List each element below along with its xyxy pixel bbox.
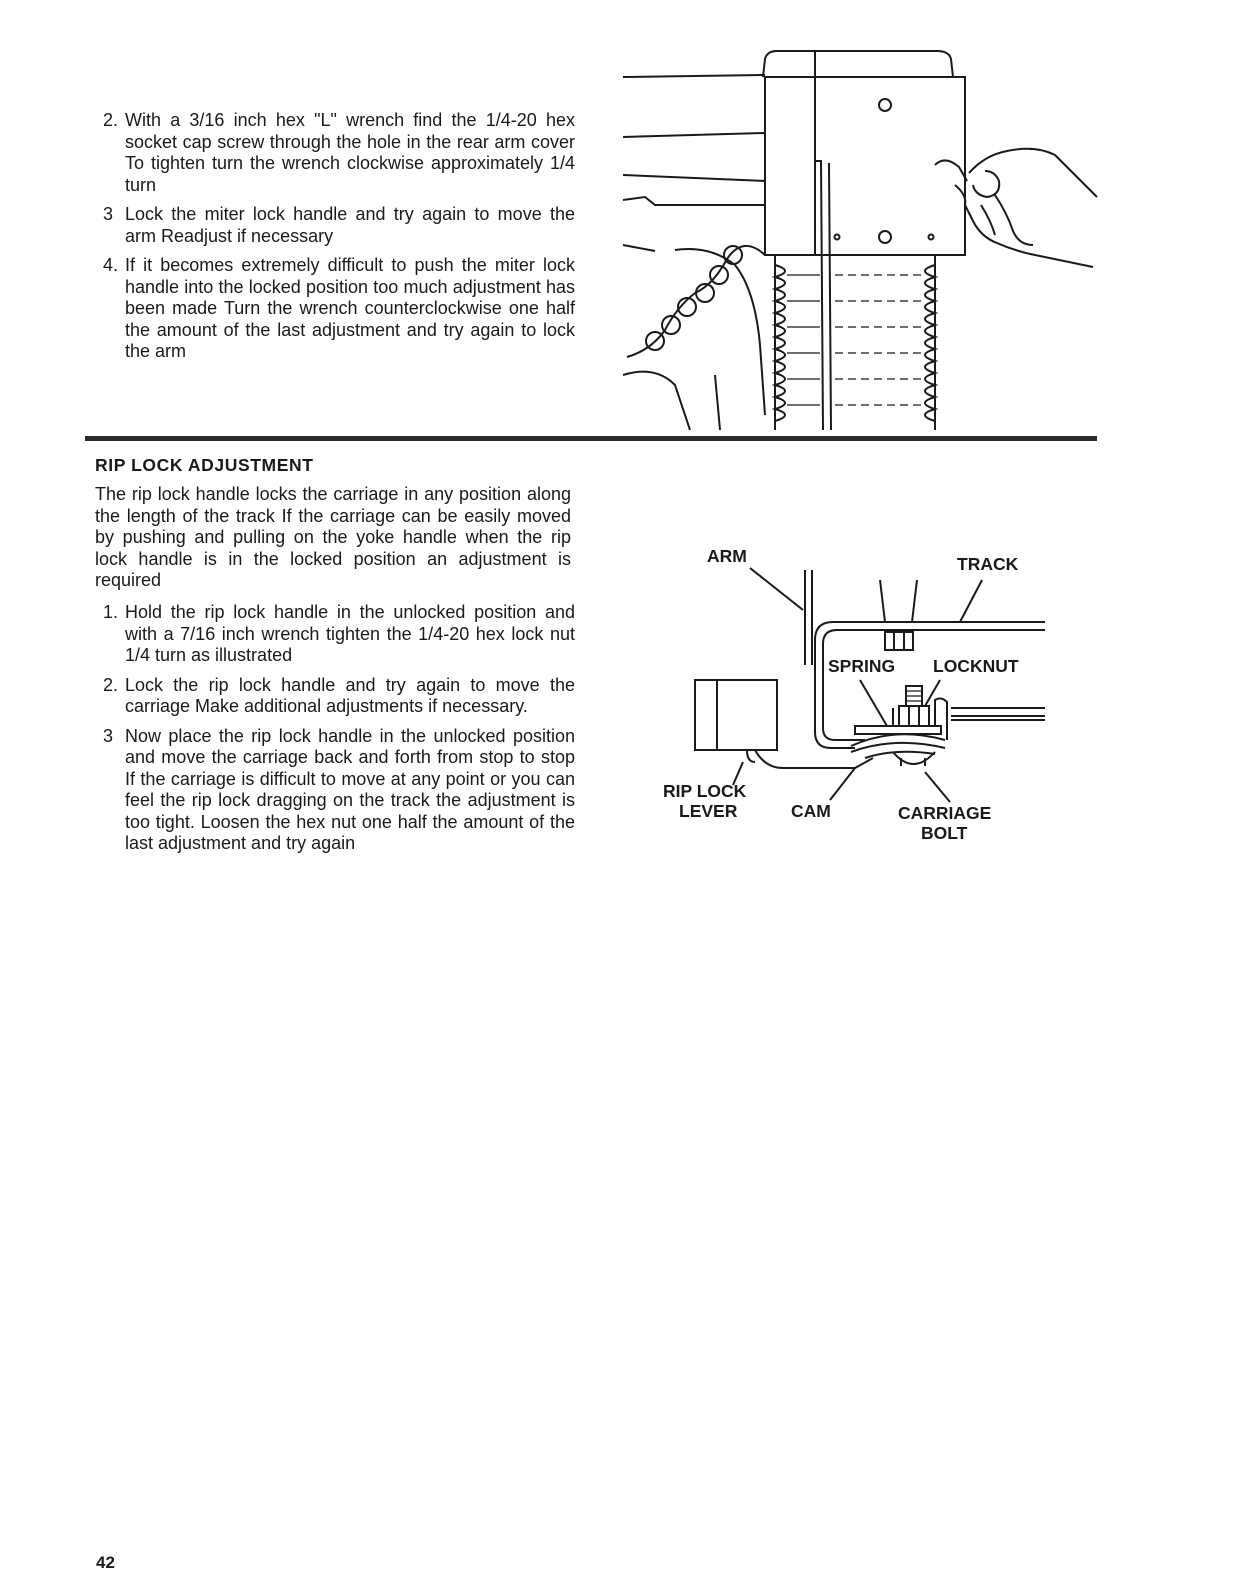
- label-track: TRACK: [957, 554, 1019, 574]
- page-number: 42: [96, 1553, 115, 1572]
- label-cam: CAM: [791, 801, 831, 821]
- step-text: Lock the miter lock handle and try again to move the arm Readjust if necessary: [125, 204, 575, 246]
- list-item: 3 Lock the miter lock handle and try again to move the arm Readjust if necessary: [103, 204, 575, 246]
- rear-arm-cover-illustration: [615, 45, 1100, 430]
- step-text: Lock the rip lock handle and try again to move the carriage Make additional adjustments if necessary.: [125, 674, 575, 716]
- list-item: 3 Now place the rip lock handle in the unlocked position and move the carriage back and forth from stop to stop If the carriage is difficult to move at any point or you can feel the rip lock dragging on the track the adjustment is too tight. Loosen the hex nut one half the amount of the last adjustment and try again: [103, 725, 575, 853]
- step-text: Hold the rip lock handle in the unlocked position and with a 7/16 inch wrench tighten the 1/4-20 hex lock nut 1/4 turn as illustrated: [125, 602, 575, 665]
- section-heading: RIP LOCK ADJUSTMENT: [95, 455, 314, 475]
- list-item: 2. Lock the rip lock handle and try again to move the carriage Make additional adjustments if necessary.: [103, 674, 575, 716]
- label-spring: SPRING: [828, 656, 896, 676]
- label-locknut: LOCKNUT: [933, 656, 1019, 676]
- label-lever: LEVER: [679, 801, 738, 821]
- label-bolt: BOLT: [921, 823, 968, 843]
- rip-lock-intro: The rip lock handle locks the carriage in any position along the length of the track If the carriage can be easily moved by pushing and pulling on the yoke handle when the rip lock handle is in the locked position an adjustment is required: [95, 484, 571, 590]
- step-text: Now place the rip lock handle in the unlocked position and move the carriage back and forth from stop to stop If the carriage is difficult to move at any point or you can feel the rip lock dragging on the track the adjustment is too tight. Loosen the hex nut one half the amount of the last adjustment and try again: [125, 725, 575, 853]
- rip-lock-diagram: [655, 540, 1055, 850]
- step-text: If it becomes extremely difficult to push the miter lock handle into the locked position too much adjustment has been made Turn the wrench counterclockwise one half the amount of the last adjustment and try again to lock the arm: [125, 255, 575, 361]
- list-item: 2. With a 3/16 inch hex "L" wrench find the 1/4-20 hex socket cap screw through the hole in the rear arm cover To tighten turn the wrench clockwise approximately 1/4 turn: [103, 110, 575, 195]
- section-divider: [85, 436, 1097, 441]
- label-carriage: CARRIAGE: [898, 803, 992, 823]
- label-rip-lock: RIP LOCK: [663, 781, 747, 801]
- miter-lock-steps: [95, 110, 575, 371]
- list-item: 4. If it becomes extremely difficult to push the miter lock handle into the locked position too much adjustment has been made Turn the wrench counterclockwise one half the amount of the last adjustment and try again to lock the arm: [103, 255, 575, 361]
- list-item: 1. Hold the rip lock handle in the unlocked position and with a 7/16 inch wrench tighten the 1/4-20 hex lock nut 1/4 turn as illustrated: [103, 602, 575, 665]
- rip-lock-steps: [95, 602, 575, 863]
- label-arm: ARM: [707, 546, 747, 566]
- step-text: With a 3/16 inch hex "L" wrench find the 1/4-20 hex socket cap screw through the hole in the rear arm cover To tighten turn the wrench clockwise approximately 1/4 turn: [125, 110, 575, 195]
